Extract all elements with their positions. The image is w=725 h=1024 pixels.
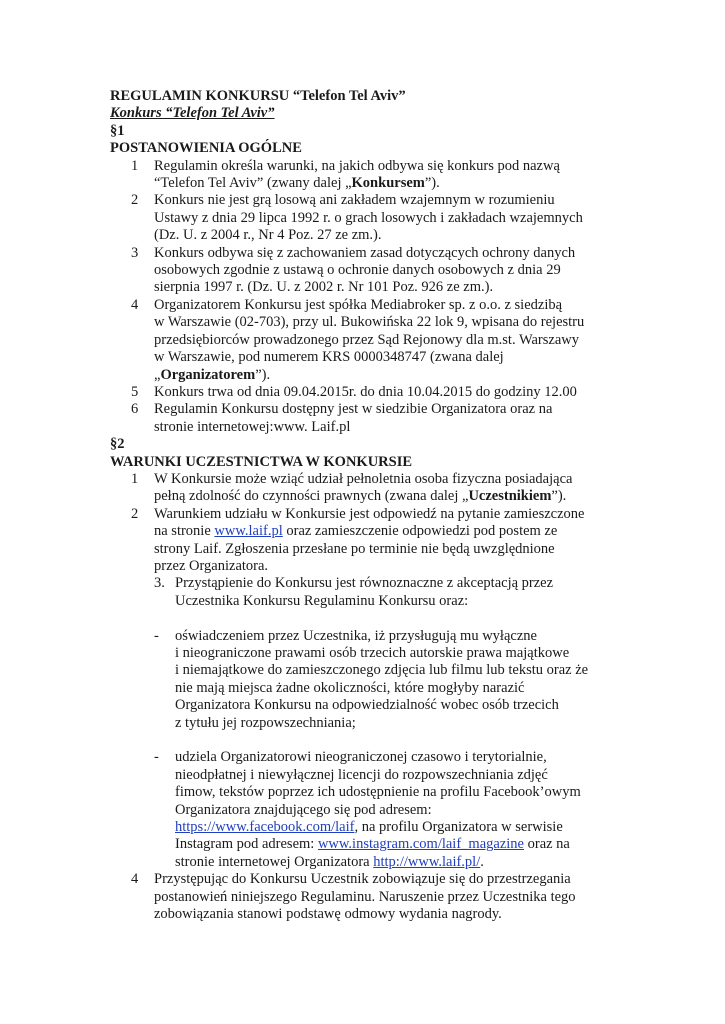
item-line xyxy=(154,523,630,540)
item-number: 4 xyxy=(131,296,139,313)
list-item xyxy=(110,192,630,244)
item-line: i niemajątkowe do zamieszczonego zdjęcia lub filmu lub tekstu oraz że xyxy=(175,662,589,679)
text-run: “Telefon Tel Aviv” (zwany dalej „ xyxy=(154,175,352,192)
item-line: stronie internetowej:www. Laif.pl xyxy=(154,418,351,435)
list-item xyxy=(110,158,630,193)
item-line: Regulamin Konkursu dostępny jest w siedzibie Organizatora oraz na xyxy=(154,401,553,418)
item-line: Ustawy z dnia 29 lipca 1992 r. o grach losowych i zakładach wzajemnych xyxy=(154,209,583,226)
text-run: oraz zamieszczenie odpowiedzi pod postem ze xyxy=(282,523,558,540)
dash-list-item xyxy=(110,749,630,871)
text-run: stronie internetowej Organizatora xyxy=(175,853,374,870)
item-line: przedsiębiorców prowadzonego przez Sąd Rejonowy dla m.st. Warszawy xyxy=(154,331,579,348)
section-2-list xyxy=(110,471,630,575)
item-number: 6 xyxy=(131,401,139,418)
item-line xyxy=(175,819,630,836)
item-line: Organizatora Konkursu na odpowiedzialność wobec osób trzecich xyxy=(175,697,559,714)
text-run: ”). xyxy=(551,488,567,505)
item-line: Warunkiem udziału w Konkursie jest odpowiedź na pytanie zamieszczone xyxy=(154,505,585,522)
text-run: ”). xyxy=(255,366,271,383)
item-number: 1 xyxy=(131,470,139,487)
item-line: przez Organizatora. xyxy=(154,557,269,574)
item-line: fimow, tekstów poprzez ich udostępnienie na profilu Facebook’owym xyxy=(175,784,581,801)
item-line: w Warszawie (02-703), przy ul. Bukowińska 22 lok 9, wpisana do rejestru xyxy=(154,314,585,331)
item-line: Organizatorem Konkursu jest spółka Mediabroker sp. z o.o. z siedzibą xyxy=(154,296,563,313)
laif-website-link[interactable]: www.laif.pl xyxy=(214,523,283,540)
facebook-link[interactable]: https://www.facebook.com/laif xyxy=(175,819,355,836)
text-run: Instagram pod adresem: xyxy=(175,836,318,853)
item-number: 1 xyxy=(131,157,139,174)
item-line: zobowiązania stanowi podstawę odmowy wydania nagrody. xyxy=(154,906,502,923)
dash-list-item xyxy=(110,628,630,732)
item-line: Organizatora znajdującego się pod adresem: xyxy=(175,801,432,818)
item-line: nie mają miejsca żadne okoliczności, które mogłyby narazić xyxy=(175,679,525,696)
item-line: Konkurs trwa od dnia 09.04.2015r. do dnia 10.04.2015 do godziny 12.00 xyxy=(154,383,577,400)
item-line: Regulamin określa warunki, na jakich odbywa się konkurs pod nazwą xyxy=(154,157,560,174)
list-item xyxy=(110,471,630,506)
dash-bullet: - xyxy=(154,749,159,766)
item-number: 5 xyxy=(131,383,139,400)
spacer xyxy=(110,732,630,749)
document-page xyxy=(110,88,630,923)
spacer xyxy=(110,610,630,627)
list-item xyxy=(110,506,630,576)
item-number: 4 xyxy=(131,871,139,888)
item-line: W Konkursie może wziąć udział pełnoletnia osoba fizyczna posiadająca xyxy=(154,470,573,487)
item-line: i nieograniczone prawami osób trzecich autorskie prawa majątkowe xyxy=(175,644,570,661)
text-run: oraz na xyxy=(523,836,570,853)
text-run: na stronie xyxy=(154,523,215,540)
item-number: 2 xyxy=(131,192,139,209)
section-2-list-continued xyxy=(110,871,630,923)
item-number: 2 xyxy=(131,505,139,522)
item-line: Przystępując do Konkursu Uczestnik zobowiązuje się do przestrzegania xyxy=(154,871,571,888)
dash-bullet: - xyxy=(154,627,159,644)
item-line: w Warszawie, pod numerem KRS 0000348747 (zwana dalej xyxy=(154,349,504,366)
item-line: sierpnia 1997 r. (Dz. U. z 2002 r. Nr 101 Poz. 926 ze zm.). xyxy=(154,279,494,296)
list-item xyxy=(110,297,630,384)
item-line: strony Laif. Zgłoszenia przesłane po terminie nie będą uwzględnione xyxy=(154,540,555,557)
term-uczestnikiem: Uczestnikiem xyxy=(468,488,552,505)
item-line: nieodpłatnej i niewyłącznej licencji do rozpowszechniania zdjęć xyxy=(175,766,548,783)
item-line: Konkurs nie jest grą losową ani zakładem wzajemnym w rozumieniu xyxy=(154,192,555,209)
item-line xyxy=(154,488,630,505)
list-item xyxy=(110,401,630,436)
term-konkursem: Konkursem xyxy=(351,175,425,192)
section-2-mark: §2 xyxy=(110,436,125,453)
text-run: , na profilu Organizatora w serwisie xyxy=(354,819,563,836)
item-line: (Dz. U. z 2004 r., Nr 4 Poz. 27 ze zm.). xyxy=(154,227,382,244)
list-item xyxy=(110,384,630,401)
item-line xyxy=(175,854,630,871)
item-line: oświadczeniem przez Uczestnika, iż przysługują mu wyłączne xyxy=(175,627,537,644)
item-number: 3 xyxy=(131,244,139,261)
item-line: udziela Organizatorowi nieograniczonej czasowo i terytorialnie, xyxy=(175,749,547,766)
document-title: REGULAMIN KONKURSU “Telefon Tel Aviv” xyxy=(110,88,406,104)
item-line: Przystąpienie do Konkursu jest równoznaczne z akceptacją przez xyxy=(175,575,554,592)
text-run: „ xyxy=(154,366,161,383)
item-line: Konkurs odbywa się z zachowaniem zasad dotyczących ochrony danych xyxy=(154,244,576,261)
section-1-heading: POSTANOWIENIA OGÓLNE xyxy=(110,140,302,157)
item-line xyxy=(175,836,630,853)
instagram-link[interactable]: www.instagram.com/laif_magazine xyxy=(317,836,524,853)
item-line xyxy=(154,175,630,192)
item-line: osobowych zgodnie z ustawą o ochronie danych osobowych z dnia 29 xyxy=(154,262,561,279)
list-item xyxy=(110,871,630,923)
section-2-heading: WARUNKI UCZESTNICTWA W KONKURSIE xyxy=(110,453,413,470)
text-run: . xyxy=(480,853,484,870)
item-line: z tytułu jej rozpowszechniania; xyxy=(175,714,356,731)
document-subtitle: Konkurs “Telefon Tel Aviv” xyxy=(110,105,275,122)
item-number: 3. xyxy=(154,575,165,592)
item-line xyxy=(154,367,630,384)
item-line: postanowień niniejszego Regulaminu. Naruszenie przez Uczestnika tego xyxy=(154,888,576,905)
list-item xyxy=(110,245,630,297)
section-1-mark: §1 xyxy=(110,122,125,139)
laif-homepage-link[interactable]: http://www.laif.pl/ xyxy=(373,853,481,870)
list-item xyxy=(110,575,630,610)
text-run: pełną zdolność do czynności prawnych (zwana dalej „ xyxy=(154,488,469,505)
term-organizatorem: Organizatorem xyxy=(160,366,256,383)
item-line: Uczestnika Konkursu Regulaminu Konkursu oraz: xyxy=(175,592,469,609)
section-1-list xyxy=(110,158,630,437)
text-run: ”). xyxy=(424,175,440,192)
